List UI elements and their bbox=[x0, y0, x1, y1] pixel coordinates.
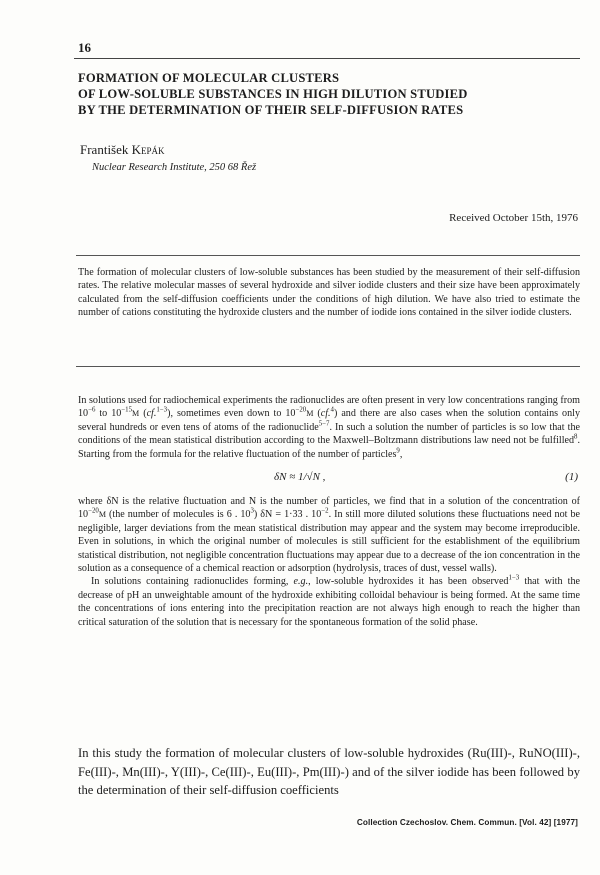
unit-molar: M bbox=[132, 409, 140, 419]
paragraph-4-large: In this study the formation of molecular clusters of low-soluble hydroxides (Ru(III)-, RuNO(III)-, Fe(III)-, Mn(III)-, Y(III)-, Ce(III)-, Eu(III)-, Pm(III)-) and of the silver iodide has been followed by the determination of their self-diffusion coefficients bbox=[78, 746, 580, 797]
reference-sup: 5−7 bbox=[318, 420, 330, 428]
text-run: to 10 bbox=[95, 408, 122, 420]
exponent: 3 bbox=[250, 508, 254, 516]
title-line-3: BY THE DETERMINATION OF THEIR SELF-DIFFUSION RATES bbox=[78, 103, 464, 117]
reference-sup: 8 bbox=[574, 433, 578, 441]
text-run: . In still more diluted solutions these fluctuations need not be negligible, larger deviations from the mean statistical distribution may appear and the system may become irreproducible. Even in solutions, in which the original number of molecules is still sufficient for the establishment of the equilibrium statistical distribution, not negligible concentration fluctuations may appear due to a decrease of the ion concentration in the solution as a consequence of a chemical reaction or adsorption (hydrolysis, traces of dust, vessel walls). bbox=[78, 509, 580, 575]
text-run: . In such a solution the number of particles is so low that the conditions of the mean statistical distribution according to the Maxwell–Boltzmann distributions law need not be fulfilled bbox=[78, 421, 580, 447]
received-date: Received October 15th, 1976 bbox=[449, 212, 578, 224]
italic-cf: cf. bbox=[146, 408, 157, 420]
text-run: (the number of molecules is 6 . 10 bbox=[106, 509, 251, 521]
exponent: −20 bbox=[88, 508, 99, 516]
affiliation: Nuclear Research Institute, 250 68 Řež bbox=[92, 162, 257, 173]
italic-cf: cf. bbox=[320, 408, 331, 420]
italic-eg: e.g. bbox=[293, 576, 309, 588]
reference-sup: 4 bbox=[330, 407, 334, 415]
author-last-name: Kepák bbox=[131, 142, 165, 157]
equation-formula: δN ≈ 1/√N , bbox=[274, 471, 326, 484]
reference-sup: 9 bbox=[396, 447, 400, 455]
title-line-2: OF LOW-SOLUBLE SUBSTANCES IN HIGH DILUTION STUDIED bbox=[78, 87, 468, 101]
paragraph-1 bbox=[78, 394, 580, 461]
unit-molar: M bbox=[98, 510, 107, 520]
text-run: ) δN = 1·33 . 10 bbox=[253, 509, 322, 521]
exponent: −6 bbox=[88, 407, 96, 415]
equation-number: (1) bbox=[565, 471, 578, 484]
journal-footer: Collection Czechoslov. Chem. Commun. [Vol. 42] [1977] bbox=[356, 818, 578, 827]
reference-sup: 1−3 bbox=[156, 407, 168, 415]
text-run: In solutions containing radionuclides forming, bbox=[91, 576, 294, 588]
exponent: −15 bbox=[121, 407, 133, 415]
page-number: 16 bbox=[78, 40, 91, 55]
abstract-rule-top bbox=[76, 255, 580, 256]
text-run: , low-soluble hydroxides it has been observed bbox=[308, 576, 509, 588]
author bbox=[80, 142, 165, 158]
exponent: −2 bbox=[321, 508, 329, 516]
text-run: that with the decrease of pH an unweightable amount of the hydroxide exhibiting colloidal behaviour is being formed. At the same time the concentrations of ions entering into the precipitation reaction are not always high enough to reach the higher than critical saturation of the solution that is necessary for the spontaneous formation of the solid phase. bbox=[78, 576, 580, 628]
text-run: . Starting from the formula for the relative fluctuation of the number of particles bbox=[78, 435, 580, 460]
unit-molar: M bbox=[306, 409, 314, 419]
body-text bbox=[78, 394, 580, 629]
text-run: ( bbox=[313, 408, 321, 420]
text-run: ), sometimes even down to 10 bbox=[167, 408, 296, 420]
text-run: where δN is the relative fluctuation and N is the number of particles, we find that in a solution of the concentration of 10 bbox=[78, 496, 580, 521]
paragraph-2 bbox=[78, 495, 580, 575]
text-run: In solutions used for radiochemical experiments the radionuclides are often present in very low concentrations ranging from 10 bbox=[78, 395, 580, 420]
title-line-1: FORMATION OF MOLECULAR CLUSTERS bbox=[78, 71, 340, 85]
text-run: , bbox=[399, 448, 403, 460]
header-rule bbox=[74, 58, 580, 59]
author-first-name: František bbox=[80, 142, 129, 157]
paragraph-3 bbox=[78, 575, 580, 629]
abstract: The formation of molecular clusters of low-soluble substances has been studied by the measurement of their self-diffusion rates. The relative molecular masses of several hydroxide and silver iodide clusters and their size have been approximately calculated from the self-diffusion coefficients under the conditions of high dilution. We have also tried to estimate the number of cations constituting the hydroxide clusters and the number of iodide ions contained in the silver iodide clusters. bbox=[78, 267, 580, 318]
abstract-rule-bottom bbox=[76, 366, 580, 367]
exponent: −20 bbox=[295, 407, 307, 415]
reference-sup: 1−3 bbox=[508, 575, 520, 583]
equation-1 bbox=[78, 461, 580, 495]
text-run: ( bbox=[139, 408, 147, 420]
text-run: ) and there are also cases when the solution contains only several hundreds or even tens of atoms of the radionuclide bbox=[78, 408, 580, 433]
article-title bbox=[78, 70, 568, 118]
